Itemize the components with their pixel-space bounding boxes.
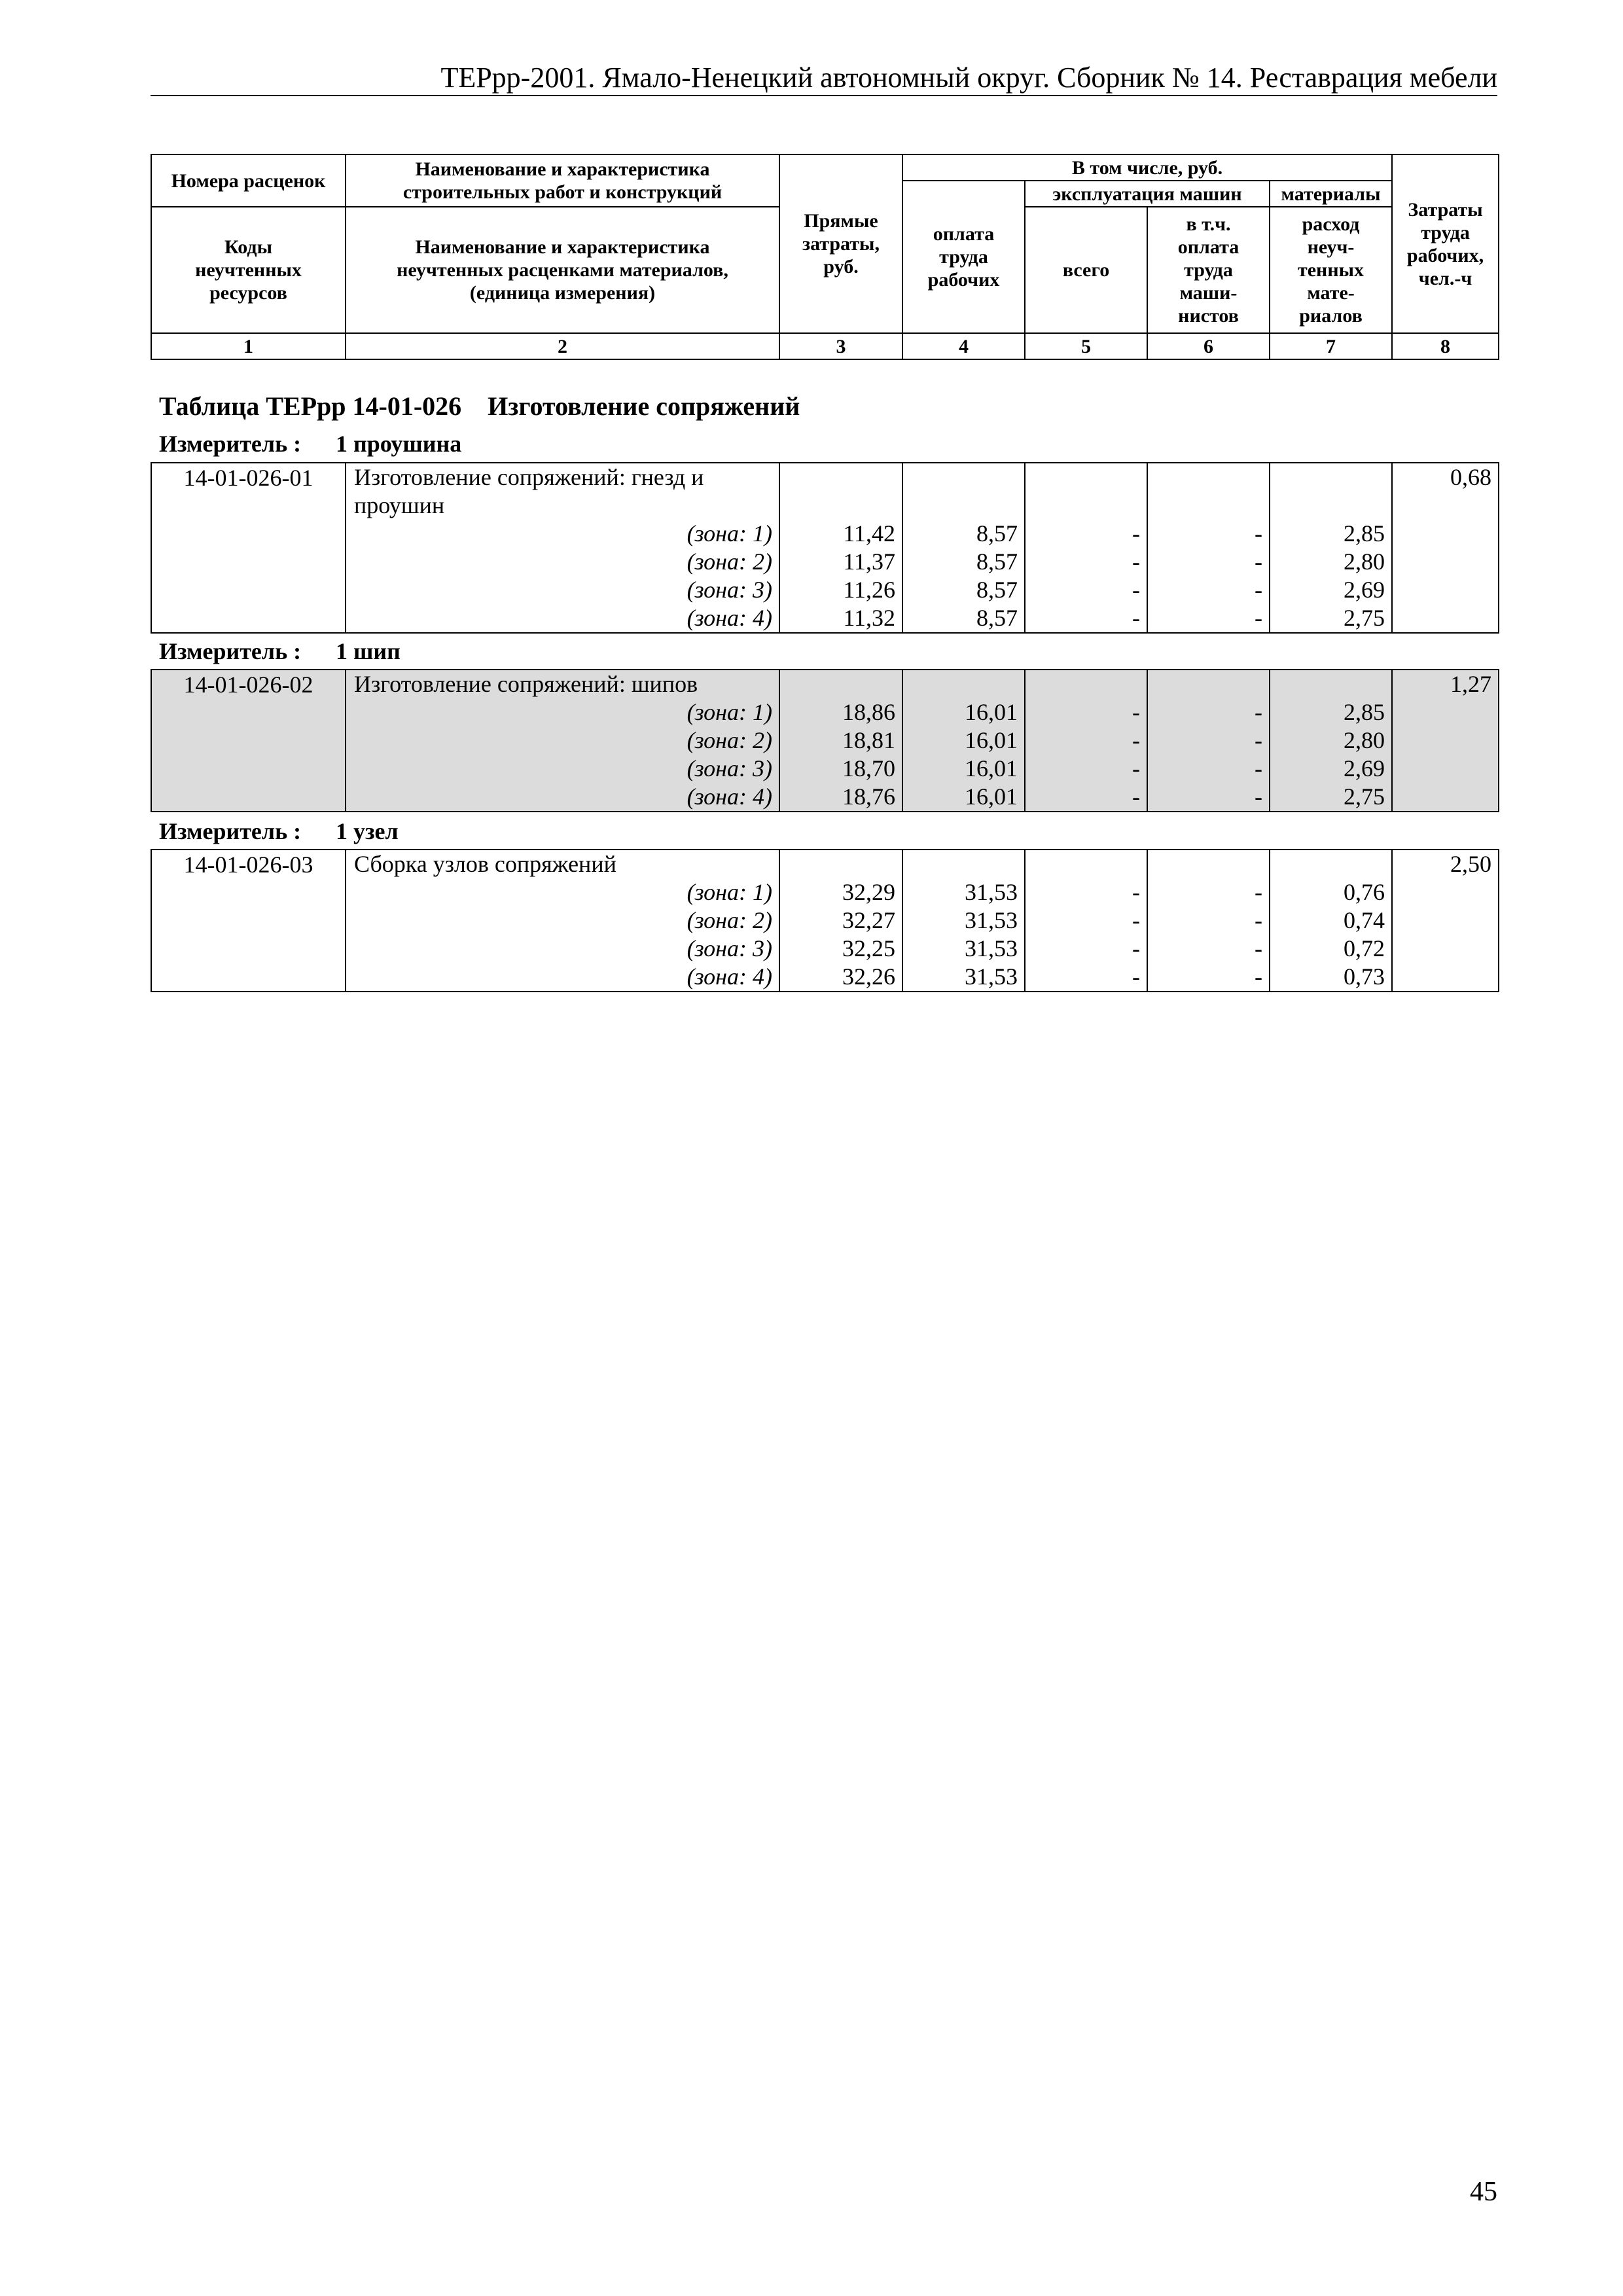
header-operator-wages: в т.ч. оплата труда маши- нистов xyxy=(1147,207,1270,333)
measure-unit: 1 шип xyxy=(336,638,401,664)
header-rule xyxy=(151,95,1497,96)
table-name: Изготовление сопряжений xyxy=(488,391,800,421)
header-unaccounted-materials: расход неуч- тенных мате- риалов xyxy=(1270,207,1392,333)
header-materials: материалы xyxy=(1270,181,1392,207)
zone-label: (зона: 2) xyxy=(687,727,772,753)
worker-wages: 31,53 31,53 31,53 31,53 xyxy=(902,850,1025,992)
rate-code: 14-01-026-01 xyxy=(151,463,346,633)
header-resource-codes: Коды неучтенных ресурсов xyxy=(151,207,346,333)
column-number: 3 xyxy=(779,333,902,359)
zone-label: (зона: 3) xyxy=(687,935,772,961)
operator-wages: - - - - xyxy=(1147,850,1270,992)
direct-costs: 32,29 32,27 32,25 32,26 xyxy=(779,850,902,992)
rate-table xyxy=(151,462,1499,634)
column-number: 7 xyxy=(1270,333,1392,359)
header-labor-costs: Затраты труда рабочих, чел.-ч xyxy=(1392,154,1499,333)
header-work-name: Наименование и характеристика строительных работ и конструкций xyxy=(346,154,779,207)
header-including: В том числе, руб. xyxy=(902,154,1392,181)
zone-label: (зона: 1) xyxy=(687,520,772,547)
page-number: 45 xyxy=(1470,2177,1497,2207)
header-materials-name: Наименование и характеристика неучтенных расценками материалов, (единица измерения) xyxy=(346,207,779,333)
zone-label: (зона: 2) xyxy=(687,907,772,933)
zone-label: (зона: 3) xyxy=(687,577,772,603)
column-number: 2 xyxy=(346,333,779,359)
table-code: Таблица ТЕРрр 14-01-026 xyxy=(159,391,462,421)
zone-label: (зона: 1) xyxy=(687,879,772,905)
rate-name: Изготовление сопряжений: гнезд и проушин (зона: 1) (зона: 2) (зона: 3) (зона: 4) xyxy=(346,463,779,633)
measure-label: Измеритель : xyxy=(159,818,302,844)
rate-code: 14-01-026-02 xyxy=(151,670,346,812)
operator-wages: - - - - xyxy=(1147,670,1270,812)
header-direct-costs: Прямые затраты, руб. xyxy=(779,154,902,333)
measure-label: Измеритель : xyxy=(159,638,302,664)
column-number: 1 xyxy=(151,333,346,359)
header-rate-numbers: Номера расценок xyxy=(151,154,346,207)
direct-costs: 11,42 11,37 11,26 11,32 xyxy=(779,463,902,633)
labor-costs: 1,27 xyxy=(1392,670,1499,812)
header-machine-operation: эксплуатация машин xyxy=(1025,181,1270,207)
rate-name: Изготовление сопряжений: шипов (зона: 1) (зона: 2) (зона: 3) (зона: 4) xyxy=(346,670,779,812)
rate-table xyxy=(151,849,1499,992)
measure-unit: 1 проушина xyxy=(336,431,462,457)
zone-label: (зона: 4) xyxy=(687,963,772,990)
table-title xyxy=(159,391,800,422)
direct-costs: 18,86 18,81 18,70 18,76 xyxy=(779,670,902,812)
worker-wages: 8,57 8,57 8,57 8,57 xyxy=(902,463,1025,633)
header-machines-total: всего xyxy=(1025,207,1147,333)
machines-total: - - - - xyxy=(1025,463,1147,633)
measure-line xyxy=(159,430,462,457)
zone-label: (зона: 1) xyxy=(687,699,772,725)
measure-line xyxy=(159,817,399,845)
worker-wages: 16,01 16,01 16,01 16,01 xyxy=(902,670,1025,812)
labor-costs: 2,50 xyxy=(1392,850,1499,992)
header-worker-wages: оплата труда рабочих xyxy=(902,181,1025,333)
materials-cost: 0,76 0,74 0,72 0,73 xyxy=(1270,850,1392,992)
column-number: 5 xyxy=(1025,333,1147,359)
zone-label: (зона: 2) xyxy=(687,548,772,575)
operator-wages: - - - - xyxy=(1147,463,1270,633)
rate-code: 14-01-026-03 xyxy=(151,850,346,992)
measure-line xyxy=(159,637,401,665)
machines-total: - - - - xyxy=(1025,670,1147,812)
machines-total: - - - - xyxy=(1025,850,1147,992)
column-number: 4 xyxy=(902,333,1025,359)
zone-label: (зона: 3) xyxy=(687,755,772,781)
column-header-table xyxy=(151,154,1499,360)
zone-label: (зона: 4) xyxy=(687,783,772,810)
rate-name: Сборка узлов сопряжений (зона: 1) (зона: 2) (зона: 3) (зона: 4) xyxy=(346,850,779,992)
column-number: 6 xyxy=(1147,333,1270,359)
column-number: 8 xyxy=(1392,333,1499,359)
measure-unit: 1 узел xyxy=(336,818,399,844)
measure-label: Измеритель : xyxy=(159,431,302,457)
labor-costs: 0,68 xyxy=(1392,463,1499,633)
materials-cost: 2,85 2,80 2,69 2,75 xyxy=(1270,670,1392,812)
rate-table xyxy=(151,669,1499,812)
running-header: ТЕРрр-2001. Ямало-Ненецкий автономный округ. Сборник № 14. Реставрация мебели xyxy=(440,62,1497,94)
zone-label: (зона: 4) xyxy=(687,605,772,631)
materials-cost: 2,85 2,80 2,69 2,75 xyxy=(1270,463,1392,633)
